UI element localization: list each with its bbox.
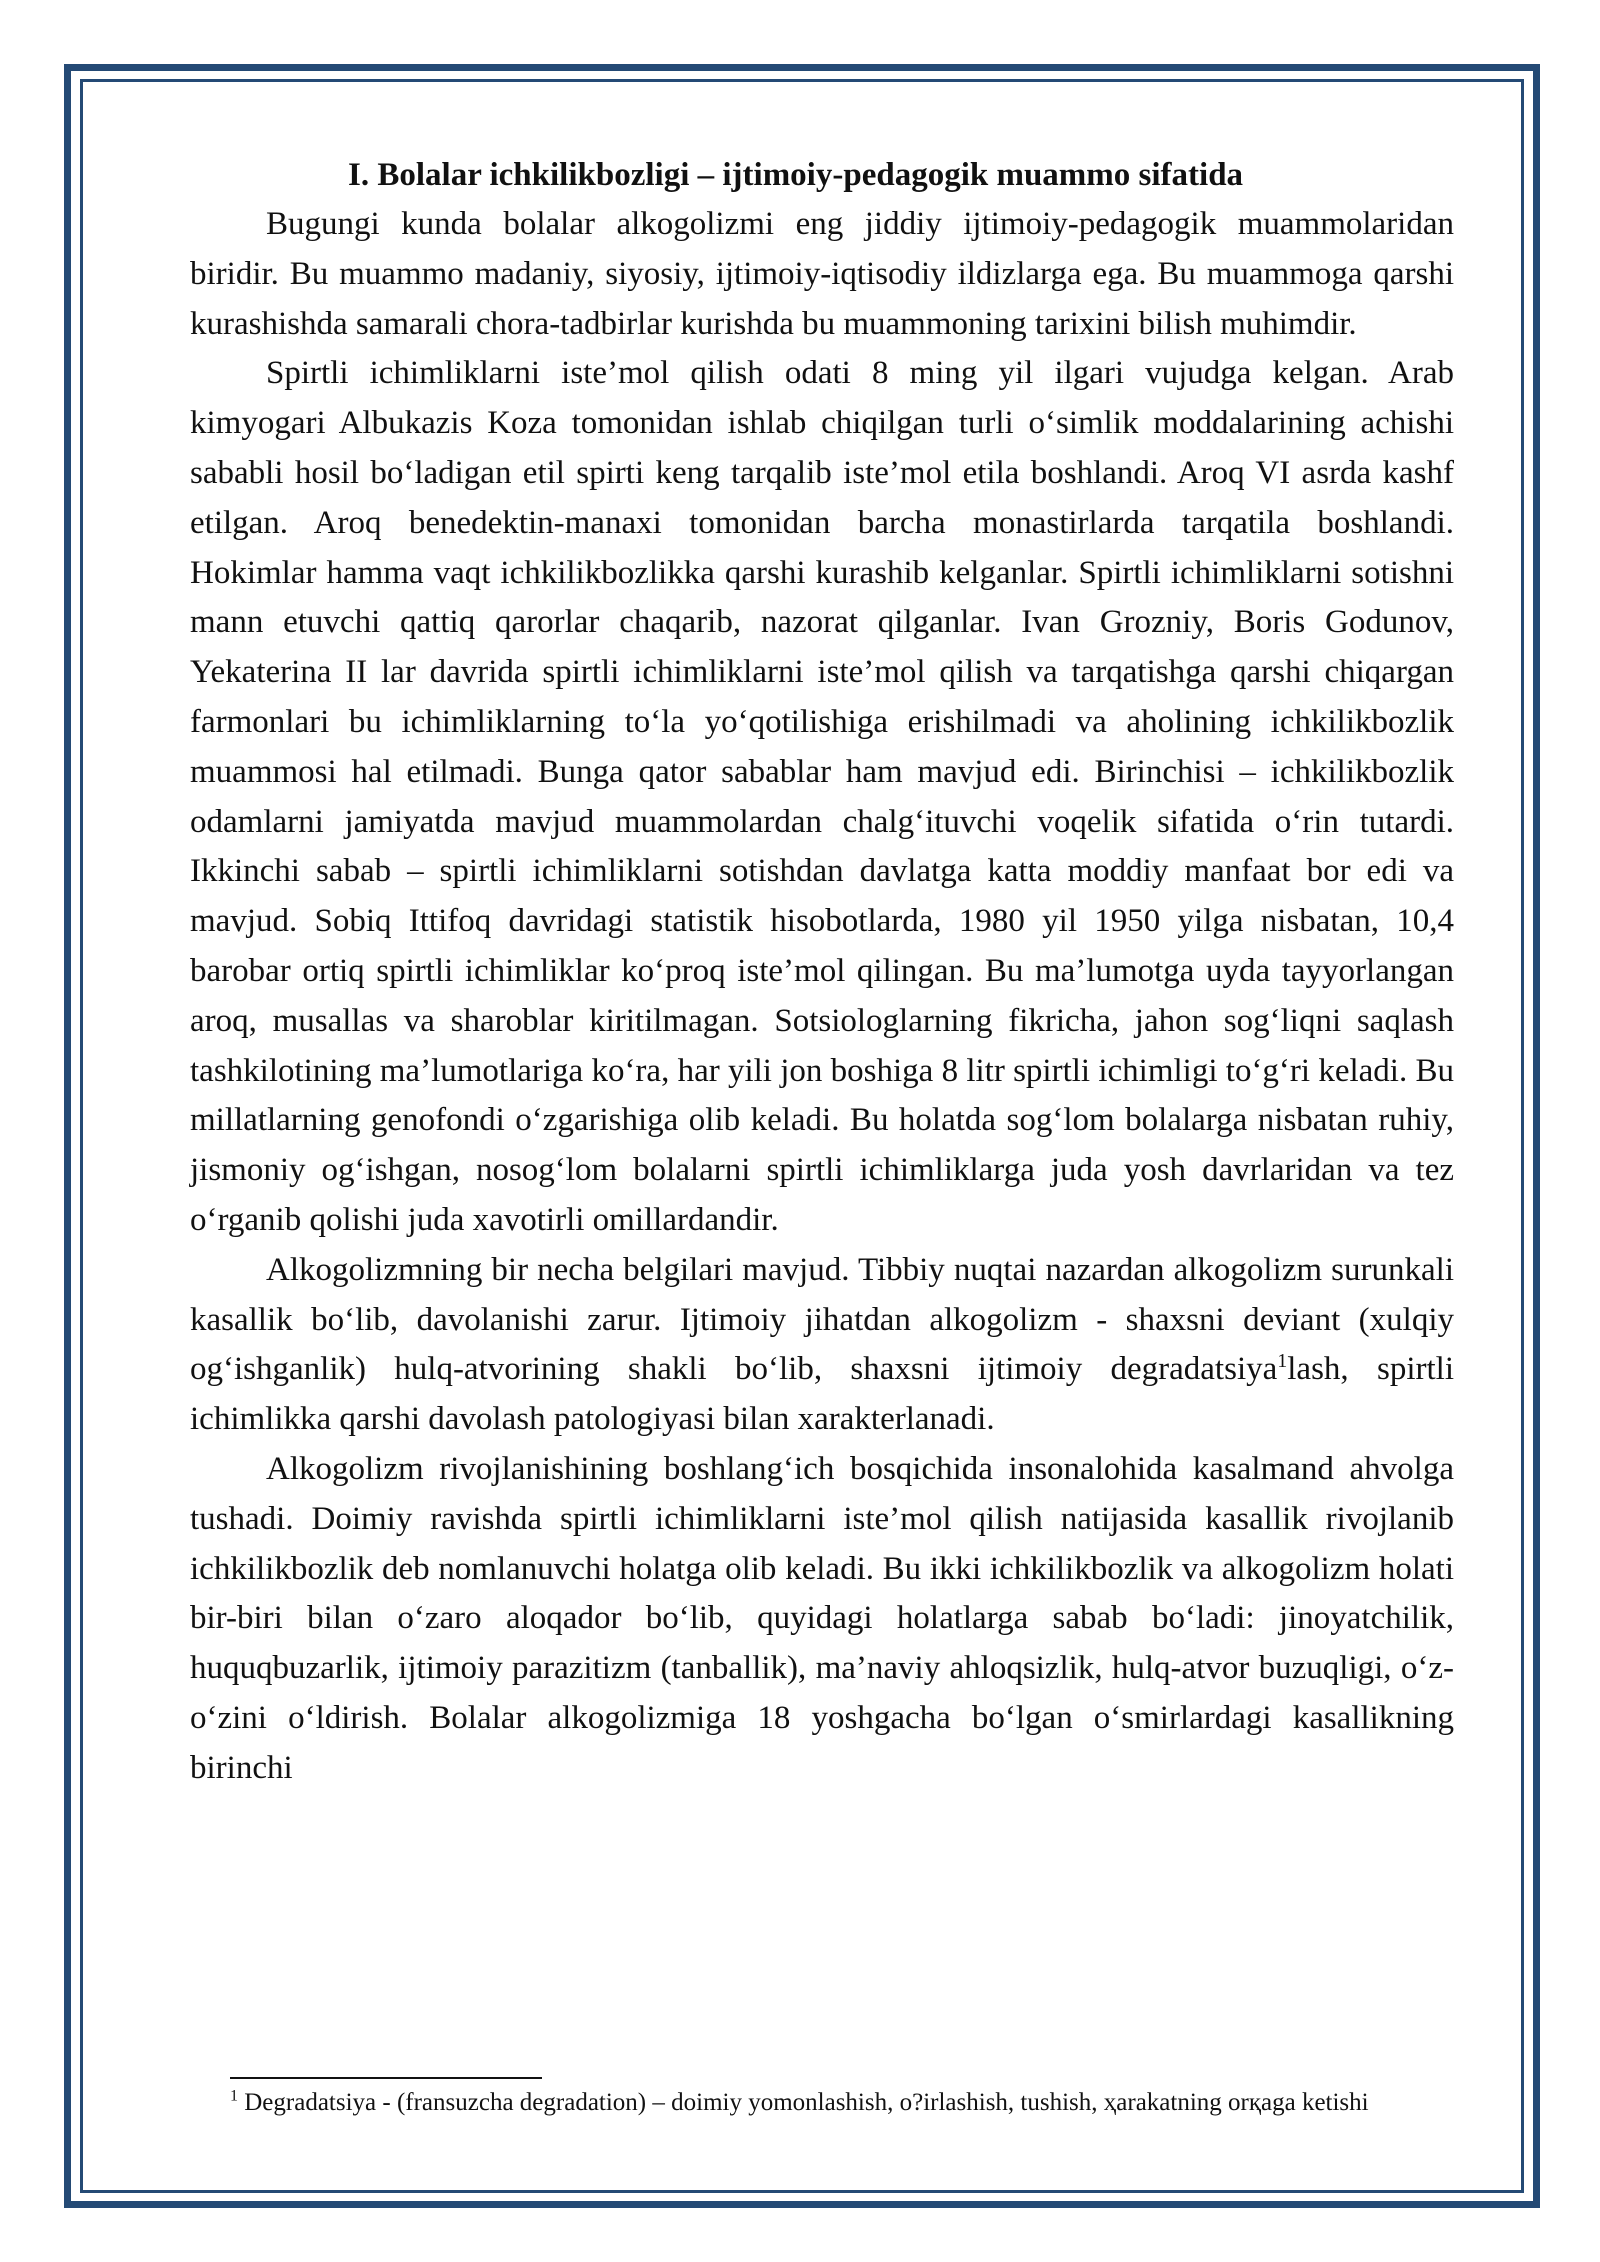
paragraph-3-text-before-note: Alkogolizmning bir necha belgilari mavjud. Tibbiy nuqtai nazardan alkogolizm surunkali kasallik bo‘lib, davolanishi zarur. Ijtimoiy jihatdan alkogolizm - shaxsni deviant (xulqiy og‘ishganlik) hulq-atvorining shakli bo‘lib, shaxsni ijtimoiy degradatsiya bbox=[190, 1251, 1454, 1388]
paragraph-3 bbox=[190, 1246, 1454, 1445]
paragraph-1: Bugungi kunda bolalar alkogolizmi eng jiddiy ijtimoiy-pedagogik muammolaridan biridir. Bu muammo madaniy, siyosiy, ijtimoiy-iqtisodiy ildizlarga ega. Bu muammoga qarshi kurashishda samarali chora-tadbirlar kurishda bu muammoning tarixini bilish muhimdir. bbox=[190, 206, 1454, 342]
section-title: I. Bolalar ichkilikbozligi – ijtimoiy-pedagogik muammo sifatida bbox=[348, 157, 1244, 193]
document-body bbox=[190, 150, 1454, 1794]
footnote-separator bbox=[230, 2077, 542, 2079]
paragraph-2: Spirtli ichimliklarni iste’mol qilish odati 8 ming yil ilgari vujudga kelgan. Arab kimyogari Albukazis Koza tomonidan ishlab chiqilgan turli o‘simlik moddalarining achishi sababli hosil bo‘ladigan etil spirti keng tarqalib iste’mol etila boshlandi. Aroq VI asrda kashf etilgan. Aroq benedektin-manaxi tomonidan barcha monastirlarda tarqatila boshlandi. Hokimlar hamma vaqt ichkilikbozlikka qarshi kurashib kelganlar. Spirtli ichimliklarni sotishni mann etuvchi qattiq qarorlar chaqarib, nazorat qilganlar. Ivan Grozniy, Boris Godunov, Yekaterina II lar davrida spirtli ichimliklarni iste’mol qilish va tarqatishga qarshi chiqargan farmonlari bu ichimliklarning to‘la yo‘qotilishiga erishilmadi va aholining ichkilikbozlik muammosi hal etilmadi. Bunga qator sabablar ham mavjud edi. Birinchisi – ichkilikbozlik odamlarni jamiyatda mavjud muammolardan chalg‘ituvchi voqelik sifatida o‘rin tutardi. Ikkinchi sabab – spirtli ichimliklarni sotishdan davlatga katta moddiy manfaat bor edi va mavjud. Sobiq Ittifoq davridagi statistik hisobotlarda, 1980 yil 1950 yilga nisbatan, 10,4 barobar ortiq spirtli ichimliklar ko‘proq iste’mol qilingan. Bu ma’lumotga uyda tayyorlangan aroq, musallas va sharoblar kiritilmagan. Sotsiologlarning fikricha, jahon sog‘liqni saqlash tashkilotining ma’lumotlariga ko‘ra, har yili jon boshiga 8 litr spirtli ichimligi to‘g‘ri keladi. Bu millatlarning genofondi o‘zgarishiga olib keladi. Bu holatda sog‘lom bolalarga nisbatan ruhiy, jismoniy og‘ishgan, nosog‘lom bolalarni spirtli ichimliklarga juda yosh davrlaridan va tez o‘rganib qolishi juda xavotirli omillardandir. bbox=[190, 355, 1454, 1238]
footnote bbox=[230, 2086, 1460, 2120]
footnote-reference: 1 bbox=[1277, 1350, 1288, 1373]
footnote-marker: 1 bbox=[230, 2087, 238, 2105]
footnote-text: Degradatsiya - (fransuzcha degradation) – doimiy yomonlashish, o?irlashish, tushish, ҳarakatning orқaga ketishi bbox=[238, 2089, 1369, 2116]
paragraph-4: Alkogolizm rivojlanishining boshlang‘ich bosqichida insonalohida kasalmand ahvolga tushadi. Doimiy ravishda spirtli ichimliklarni iste’mol qilish natijasida kasallik rivojlanib ichkilikbozlik deb nomlanuvchi holatga olib keladi. Bu ikki ichkilikbozlik va alkogolizm holati bir-biri bilan o‘zaro aloqador bo‘lib, quyidagi holatlarga sabab bo‘ladi: jinoyatchilik, huquqbuzarlik, ijtimoiy parazitizm (tanballik), ma’naviy ahloqsizlik, hulq-atvor buzuqligi, o‘z-o‘zini o‘ldirish. Bolalar alkogolizmiga 18 yoshgacha bo‘lgan o‘smirlardagi kasallikning birinchi bbox=[190, 1450, 1454, 1786]
paragraph-3-text-after-note: lash, spirtli ichimlikka qarshi davolash patologiyasi bilan xarakterlanadi. bbox=[190, 1351, 1454, 1438]
